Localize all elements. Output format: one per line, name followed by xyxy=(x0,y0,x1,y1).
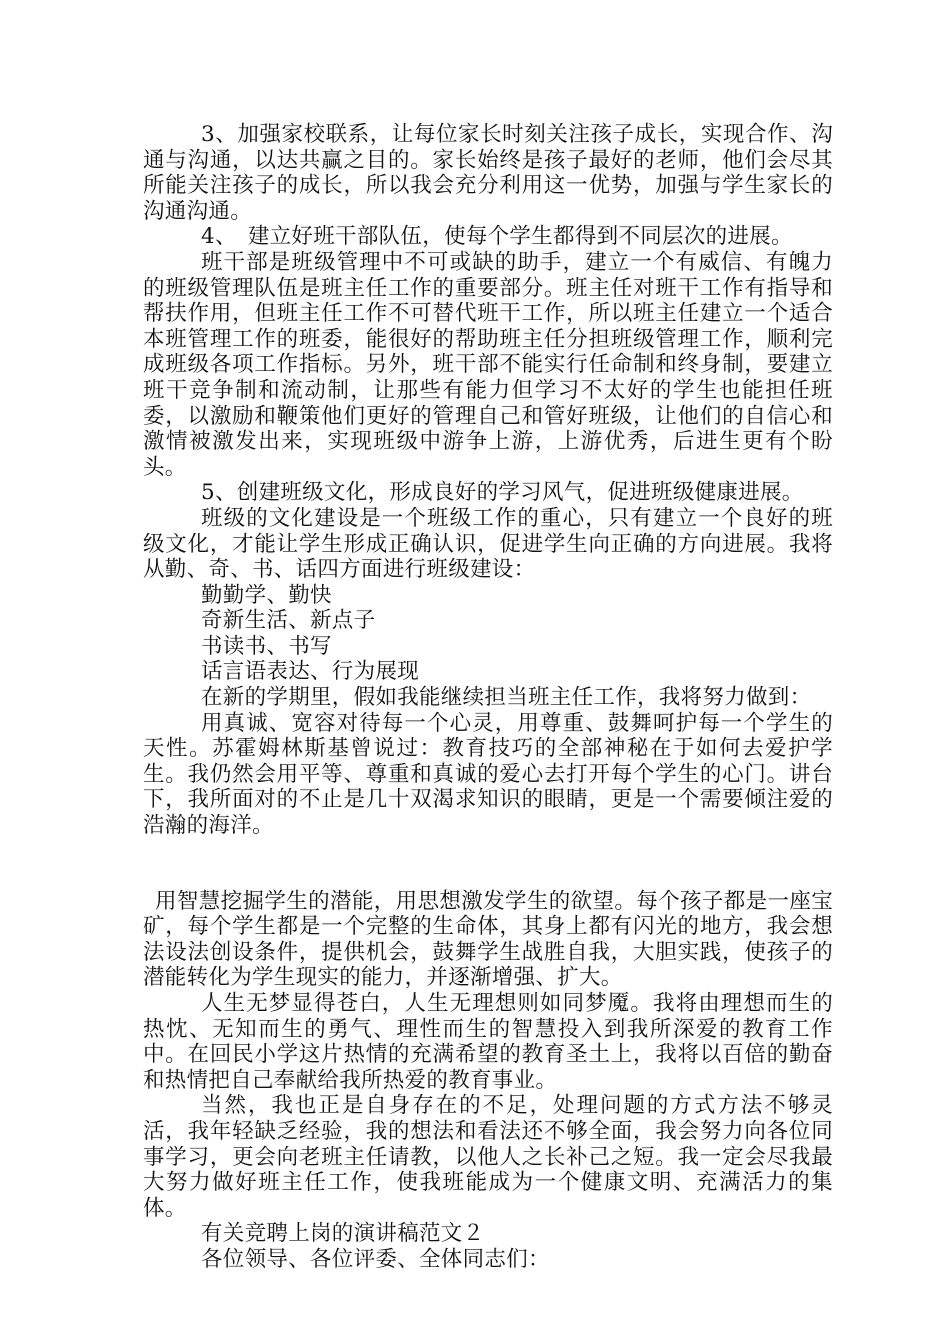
paragraph-family-school-contact: 3、加强家校联系，让每位家长时刻关注孩子成长，实现合作、沟通与沟通，以达共赢之目的。家长始终是孩子最好的老师，他们会尽其所能关注孩子的成长，所以我会充分利用这一优势，加强与学生家长的沟通沟通。 xyxy=(143,122,833,224)
paragraph-cadre-body: 班干部是班级管理中不可或缺的助手，建立一个有威信、有魄力的班级管理队伍是班主任工作的重要部分。班主任对班干工作有指导和帮扶作用，但班主任工作不可替代班干工作，所以班主任建立一个适合本班管理工作的班委，能很好的帮助班主任分担班级管理工作，顺利完成班级各项工作指标。另外，班干部不能实行任命制和终身制，要建立班干竞争制和流动制，让那些有能力但学习不太好的学生也能担任班委，以激励和鞭策他们更好的管理自己和管好班级，让他们的自信心和激情被激发出来，实现班级中游争上游，上游优秀，后进生更有个盼头。 xyxy=(143,249,833,480)
greeting-line: 各位领导、各位评委、全体同志们： xyxy=(201,1246,550,1272)
paragraph-class-culture-body: 班级的文化建设是一个班级工作的重心，只有建立一个良好的班级文化，才能让学生形成正确认识，促进学生向正确的方向进展。我将从勤、奇、书、话四方面进行班级建设： xyxy=(143,505,833,583)
paragraph-new-term: 在新的学期里，假如我能继续担当班主任工作，我将努力做到： xyxy=(201,685,812,711)
paragraph-class-culture-heading: 5、创建班级文化，形成良好的学习风气，促进班级健康进展。 xyxy=(201,480,804,506)
list-item: 奇新生活、新点子 xyxy=(201,608,376,634)
paragraph-wisdom: 用智慧挖掘学生的潜能，用思想激发学生的欲望。每个孩子都是一座宝矿，每个学生都是一个完整的生命体，其身上都有闪光的地方，我会想法设法创设条件，提供机会，鼓舞学生战胜自我，大胆实践，使孩子的潜能转化为学生现实的能力，并逐渐增强、扩大。 xyxy=(143,888,833,991)
paragraph-cadre-heading: 4、 建立好班干部队伍，使每个学生都得到不同层次的进展。 xyxy=(201,224,793,250)
list-item: 书读书、书写 xyxy=(201,633,332,659)
body-text xyxy=(143,122,833,1273)
paragraph-sincerity: 用真诚、宽容对待每一个心灵，用尊重、鼓舞呵护每一个学生的天性。苏霍姆林斯基曾说过：教育技巧的全部神秘在于如何去爱护学生。我仍然会用平等、尊重和真诚的爱心去打开每个学生的心门。讲台下，我所面对的不止是几十双渴求知识的眼睛，更是一个需要倾注爱的浩瀚的海洋。 xyxy=(143,710,833,839)
paragraph-shortcomings: 当然，我也正是自身存在的不足，处理问题的方式方法不够灵活，我年轻缺乏经验，我的想法和看法还不够全面，我会努力向各位同事学习，更会向老班主任请教，以他人之长补己之短。我一定会尽我最大努力做好班主任工作，使我班能成为一个健康文明、充满活力的集体。 xyxy=(143,1093,833,1221)
list-item: 话言语表达、行为展现 xyxy=(201,659,420,685)
paragraph-gap xyxy=(143,839,833,889)
section-heading: 有关竞聘上岗的演讲稿范文２ xyxy=(201,1221,485,1247)
paragraph-dream: 人生无梦显得苍白，人生无理想则如同梦魇。我将由理想而生的热忱、无知而生的勇气、理性而生的智慧投入到我所深爱的教育工作中。在回民小学这片热情的充满希望的教育圣土上，我将以百倍的勤奋和热情把自己奉献给我所热爱的教育事业。 xyxy=(143,991,833,1093)
list-item: 勤勤学、勤快 xyxy=(201,582,332,608)
